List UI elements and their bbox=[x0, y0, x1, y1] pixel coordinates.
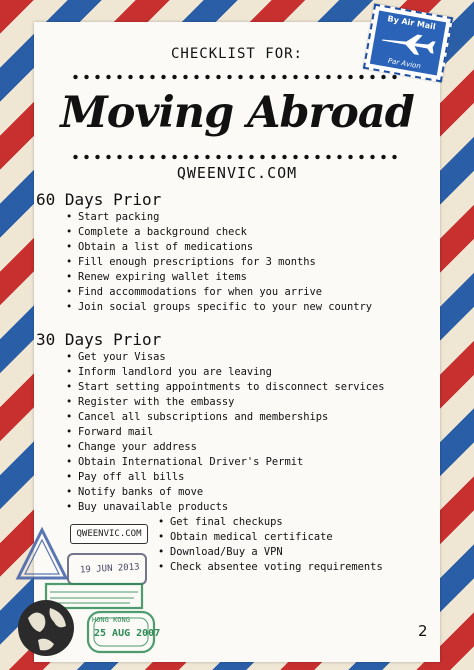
airmail-stamp-top-text: By Air Mail bbox=[386, 14, 437, 32]
section-heading-30-days: 30 Days Prior bbox=[36, 330, 162, 349]
list-item: • Buy unavailable products bbox=[66, 500, 385, 515]
list-item: • Pay off all bills bbox=[66, 470, 385, 485]
list-item: • Cancel all subscriptions and memberships bbox=[66, 410, 385, 425]
list-item: • Get your Visas bbox=[66, 350, 385, 365]
checklist-30-days-continued bbox=[158, 515, 383, 575]
list-item: • Inform landlord you are leaving bbox=[66, 365, 385, 380]
triangle-stamp bbox=[18, 530, 66, 578]
list-item: • Register with the embassy bbox=[66, 395, 385, 410]
page-number: 2 bbox=[418, 622, 428, 640]
list-item: • Renew expiring wallet items bbox=[66, 270, 372, 285]
site-stamp: QWEENVIC.COM bbox=[70, 524, 148, 544]
date-stamp-2-text: 25 AUG 2007 bbox=[94, 628, 161, 639]
list-item: • Complete a background check bbox=[66, 225, 372, 240]
list-item: • Join social groups specific to your new country bbox=[66, 300, 372, 315]
airmail-stamp-bottom-text: Par Avion bbox=[387, 56, 422, 71]
checklist-60-days bbox=[66, 210, 372, 315]
dotted-divider-top bbox=[70, 74, 400, 80]
dotted-divider-bottom bbox=[70, 154, 400, 160]
checklist-30-days bbox=[66, 350, 385, 515]
hong-kong-label: HONG KONG bbox=[92, 616, 130, 624]
list-item: • Find accommodations for when you arrive bbox=[66, 285, 372, 300]
checklist-kicker: CHECKLIST FOR: bbox=[170, 46, 303, 62]
list-item: • Obtain medical certificate bbox=[158, 530, 383, 545]
list-item: • Obtain a list of medications bbox=[66, 240, 372, 255]
section-heading-60-days: 60 Days Prior bbox=[36, 190, 162, 209]
list-item: • Change your address bbox=[66, 440, 385, 455]
date-stamp-1-text: 19 JUN 2013 bbox=[79, 562, 140, 576]
list-item: • Notify banks of move bbox=[66, 485, 385, 500]
list-item: • Start setting appointments to disconnect services bbox=[66, 380, 385, 395]
list-item: • Fill enough prescriptions for 3 months bbox=[66, 255, 372, 270]
list-item: • Check absentee voting requirements bbox=[158, 560, 383, 575]
list-item: • Start packing bbox=[66, 210, 372, 225]
list-item: • Get final checkups bbox=[158, 515, 383, 530]
globe-icon bbox=[18, 600, 74, 656]
list-item: • Download/Buy a VPN bbox=[158, 545, 383, 560]
site-name: QWEENVIC.COM bbox=[176, 164, 298, 182]
airmail-stamp bbox=[363, 4, 453, 83]
list-item: • Forward mail bbox=[66, 425, 385, 440]
list-item: • Obtain International Driver's Permit bbox=[66, 455, 385, 470]
page-title: Moving Abroad bbox=[60, 88, 414, 138]
